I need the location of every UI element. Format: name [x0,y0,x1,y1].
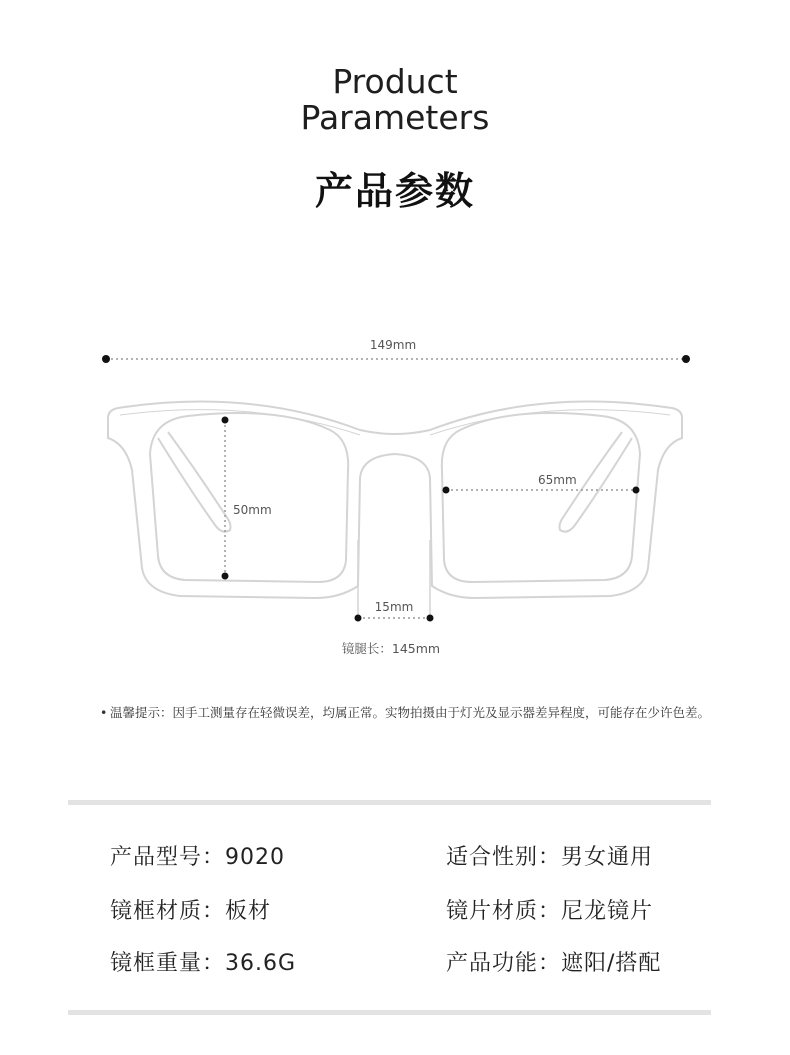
lens-width-label: 65mm [538,473,577,487]
spec-frame-material-value: 板材 [225,899,272,924]
spec-function [446,946,661,977]
total-width-label: 149mm [369,338,417,352]
temple-length-label: 镜腿长：145mm [341,641,441,656]
lens-height-dot-bottom [222,573,229,580]
glasses-outline [108,402,682,598]
title-line-parameters: Parameters [300,98,490,137]
measurement-note [100,702,720,724]
spec-function-label: 产品功能： [446,951,562,976]
page-title-chinese: 产品参数 [314,169,475,213]
bridge-dot-right [427,615,434,622]
spec-weight-value: 36.6G [225,951,297,976]
page-title-english [0,64,790,136]
spec-model [110,840,285,871]
spec-model-value: 9020 [225,845,286,870]
total-width-dot-right [682,355,690,363]
spec-lens-material-value: 尼龙镜片 [561,899,654,924]
divider-top [68,800,711,805]
spec-gender-label: 适合性别： [446,845,562,870]
spec-weight-label: 镜框重量： [110,951,226,976]
lens-width-dot-right [633,487,640,494]
spec-lens-material-label: 镜片材质： [446,899,562,924]
note-bullet: • [100,705,108,720]
lens-width-dot-left [443,487,450,494]
lens-height-dot-top [222,417,229,424]
glasses-dimension-diagram [0,320,790,670]
divider-bottom [68,1010,711,1015]
lens-height-label: 50mm [233,503,272,517]
spec-lens-material [446,894,653,925]
spec-weight [110,946,296,977]
spec-gender [446,840,653,871]
spec-model-label: 产品型号： [110,845,226,870]
bridge-dot-left [355,615,362,622]
title-line-product: Product [332,62,458,101]
spec-function-value: 遮阳/搭配 [561,951,662,976]
spec-frame-material [110,894,271,925]
note-text: 温馨提示：因手工测量存在轻微误差，均属正常。实物拍摄由于灯光及显示器差异程度，可能存在少许色差。 [110,705,711,720]
bridge-width-label: 15mm [374,600,414,614]
total-width-dot-left [102,355,110,363]
spec-frame-material-label: 镜框材质： [110,899,226,924]
spec-gender-value: 男女通用 [561,845,654,870]
